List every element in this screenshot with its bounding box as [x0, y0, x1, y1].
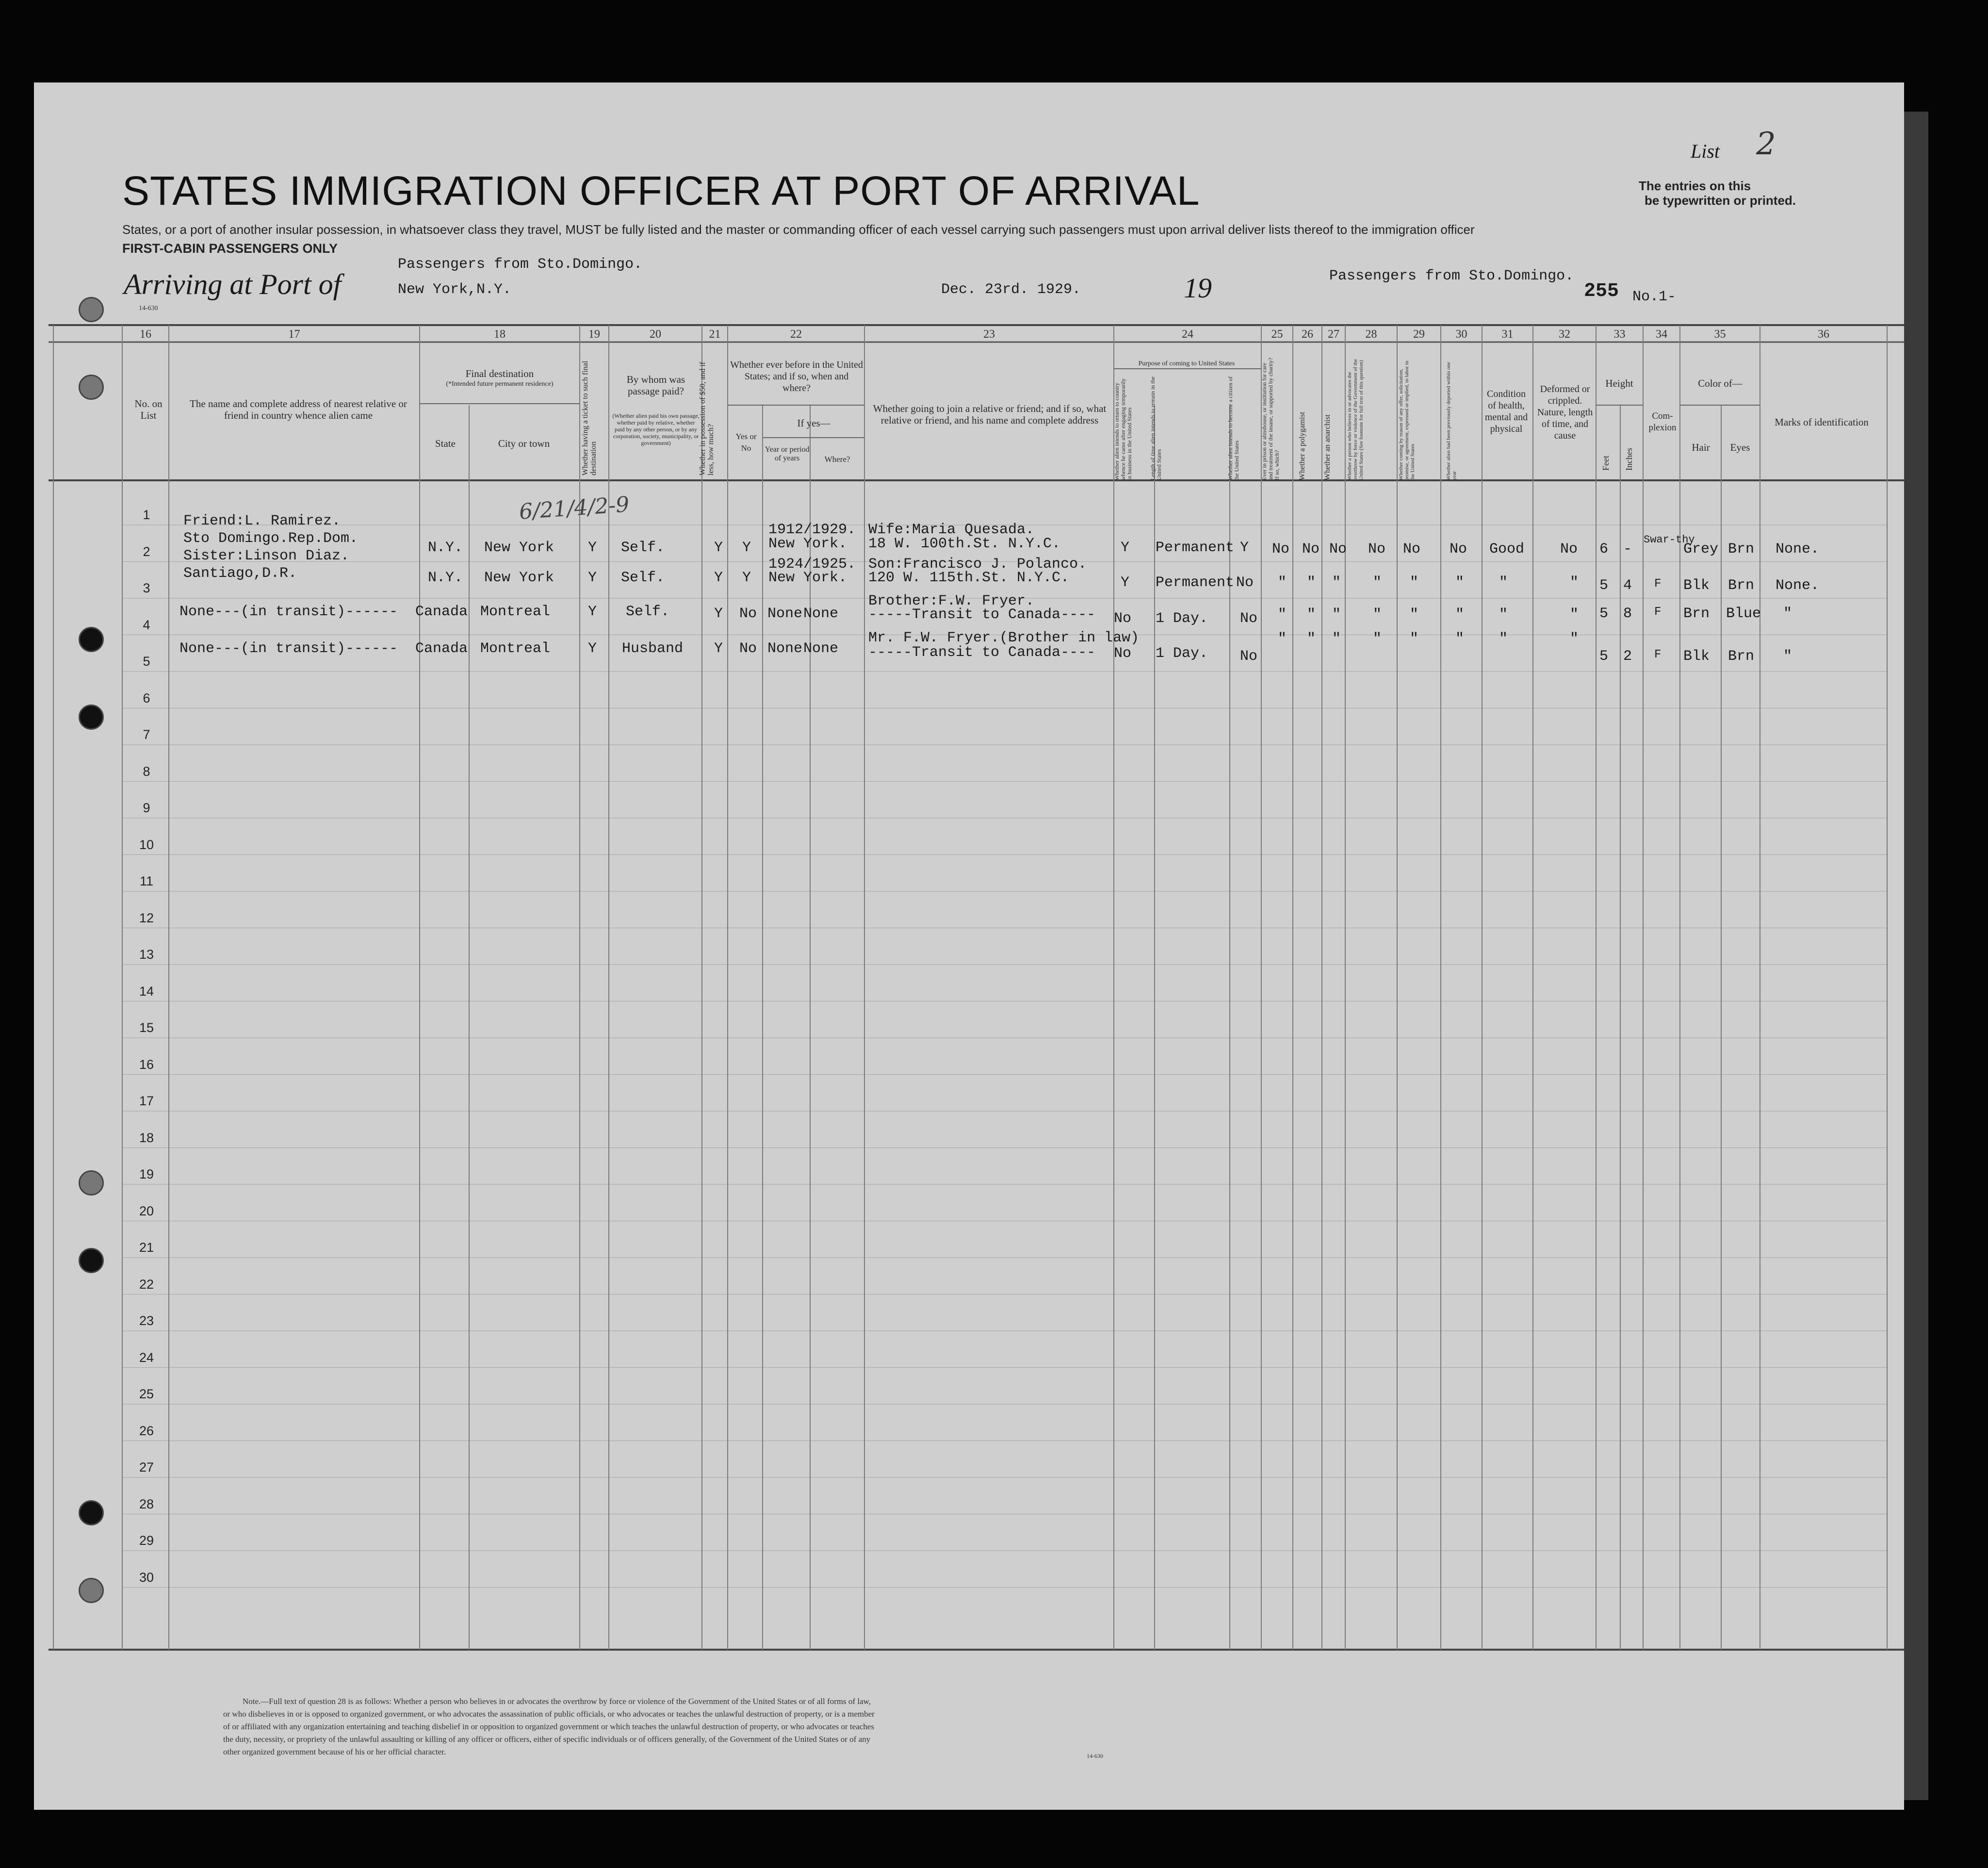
footnote-line-5: other organized government because of his or her official character. [223, 1747, 446, 1756]
anarchist-cell: No [1329, 541, 1347, 557]
eyes-cell: Brn [1728, 648, 1755, 665]
row-number: 17 [139, 1094, 154, 1108]
state-cell: Canada [415, 640, 468, 657]
prison-cell: No [1272, 541, 1290, 557]
head-height: Height [1605, 377, 1633, 389]
column-number: 32 [1559, 328, 1570, 341]
q29-cell: " [1410, 574, 1419, 591]
deformed-cell: " [1570, 574, 1579, 591]
column-number: 28 [1365, 328, 1377, 341]
head-feet: Feet [1601, 456, 1611, 471]
footnote-line-4: the duty, necessity, or propriety of the unlawful assaulting or killing of any officer or officers, either of specific individuals or of officers generally, of the Government of the United States or of any [223, 1735, 871, 1744]
condition-cell: " [1499, 574, 1508, 591]
state-cell: N.Y. [428, 540, 463, 556]
list-number: 255 [1584, 280, 1619, 302]
purpose-c-cell: No [1240, 648, 1258, 665]
marks-cell: None. [1776, 577, 1820, 594]
years-cell: None [767, 640, 803, 657]
q29-cell: " [1410, 631, 1419, 647]
years-cell: 1912/1929. [768, 522, 856, 538]
city-cell: Montreal [480, 604, 551, 620]
ticket-cell: Y [588, 604, 597, 620]
relative-line-2: Santiago,D.R. [183, 565, 297, 582]
possession-cell: Y [714, 606, 723, 622]
row-number: 26 [139, 1423, 154, 1438]
feet-cell: 5 [1599, 606, 1609, 622]
column-number: 29 [1413, 328, 1425, 341]
head-marks: Marks of identification [1775, 416, 1869, 428]
head-if-yes: If yes— [797, 417, 831, 429]
relative-line-1: None---(in transit)------ [179, 604, 398, 620]
prison-cell: " [1278, 574, 1287, 591]
inches-cell: - [1623, 541, 1632, 557]
table-grid [34, 82, 1904, 1810]
head-no-on-list: No. on List [134, 398, 163, 421]
row-number: 28 [139, 1496, 154, 1511]
row-number: 7 [143, 727, 150, 742]
punch-hole-icon [79, 627, 104, 652]
joining-line-2: -----Transit to Canada---- [868, 606, 1096, 623]
row-number: 9 [143, 801, 150, 815]
q30-cell: " [1455, 606, 1465, 623]
purpose-b-cell: 1 Day. [1156, 610, 1208, 627]
head-deformed: Deformed or crippled. Nature, length of time, and cause [1537, 384, 1593, 441]
joining-line-2: 120 W. 115th.St. N.Y.C. [868, 570, 1070, 586]
head-purpose: Purpose of coming to United States [1138, 360, 1235, 367]
paid-by-cell: Self. [621, 570, 665, 586]
relative-line-1: Friend:L. Ramirez. [183, 513, 341, 529]
row-number: 19 [139, 1167, 154, 1181]
first-cabin-label: FIRST-CABIN PASSENGERS ONLY [122, 241, 338, 256]
purpose-a-cell: No [1114, 610, 1132, 627]
anarchist-cell: " [1332, 574, 1341, 591]
column-number: 33 [1613, 328, 1626, 341]
hair-cell: Blk [1683, 648, 1710, 665]
joining-line-1: Mr. F.W. Fryer.(Brother in law) [868, 630, 1140, 646]
q28-cell: No [1368, 541, 1386, 557]
joining-line-2: 18 W. 100th.St. N.Y.C. [868, 536, 1061, 552]
purpose-b-cell: Permanent [1156, 540, 1235, 556]
relative-line-1: None---(in transit)------ [179, 640, 398, 657]
row-number: 21 [139, 1240, 154, 1255]
row-number: 14 [139, 983, 154, 999]
column-number: 30 [1455, 328, 1467, 341]
ticket-cell: Y [588, 570, 597, 586]
column-number: 17 [288, 328, 300, 341]
purpose-c-cell: No [1236, 574, 1254, 591]
page-edge [1904, 112, 1928, 1800]
head-purpose-c: Whether alien intends to become a citizen of the United States [1227, 376, 1240, 480]
polygamist-cell: " [1307, 606, 1316, 623]
polygamist-cell: No [1302, 541, 1320, 557]
joining-line-1: Son:Francisco J. Polanco. [868, 556, 1087, 573]
anarchist-cell: " [1332, 631, 1341, 647]
marks-cell: " [1783, 606, 1792, 622]
city-cell: Montreal [480, 640, 551, 657]
eyes-cell: Blue [1726, 606, 1761, 622]
punch-hole-icon [79, 1578, 104, 1603]
condition-cell: Good [1489, 541, 1525, 557]
q30-cell: " [1455, 631, 1465, 647]
q28-cell: " [1373, 574, 1382, 591]
eyes-cell: Brn [1728, 577, 1755, 594]
column-number: 16 [140, 328, 151, 341]
head-intended-residence: (*Intended future permanent residence) [446, 380, 554, 388]
city-cell: New York [484, 570, 554, 586]
years-cell: 1924/1925. [768, 556, 856, 573]
row-number: 20 [139, 1203, 154, 1218]
polygamist-cell: " [1307, 631, 1316, 647]
column-number: 20 [650, 328, 661, 341]
row-number: 10 [139, 837, 154, 852]
footnote-form-number: 14-630 [1087, 1753, 1103, 1759]
feet-cell: 5 [1599, 648, 1609, 665]
possession-cell: Y [714, 570, 723, 586]
paid-by-cell: Self. [626, 604, 670, 620]
head-q28: Whether a person who believes in or advocates the overthrow by force or violence of the Government of the United States (See footnote for full text of this question) [1347, 359, 1364, 480]
passengers-from: Passengers from Sto.Domingo. [398, 256, 643, 273]
purpose-c-cell: No [1240, 610, 1258, 627]
row-number: 4 [143, 617, 150, 632]
where-cell: None [803, 606, 839, 622]
city-cell: New York [484, 540, 554, 556]
form-number: 14-630 [139, 305, 158, 312]
row-number: 15 [139, 1020, 154, 1035]
row-number: 30 [139, 1570, 154, 1585]
row-number: 3 [143, 581, 150, 595]
arriving-label: Arriving at Port of [124, 268, 342, 300]
hair-cell: Brn [1683, 606, 1710, 622]
joining-line-1: Brother:F.W. Fryer. [868, 593, 1035, 609]
head-joining: Whether going to join a relative or friend; and if so, what relative or friend, and his name and complete address [873, 403, 1107, 426]
head-q29: Whether coming by reason of any offer, solicitation, promise, or agreement, expressed or implied, to labor in the United States [1398, 360, 1416, 480]
head-condition: Condition of health, mental and physical [1484, 389, 1528, 434]
q30-cell: " [1455, 574, 1465, 591]
row-number: 16 [139, 1057, 154, 1072]
deformed-cell: " [1570, 606, 1579, 623]
column-number: 25 [1271, 328, 1283, 341]
head-anarchist: Whether an anarchist [1323, 414, 1332, 480]
deformed-cell: No [1560, 541, 1578, 557]
head-ticket: Whether having a ticket to such final destination [581, 360, 598, 475]
paid-by-cell: Self. [621, 540, 665, 556]
row-number: 18 [139, 1130, 154, 1145]
column-number: 34 [1656, 328, 1667, 341]
punch-hole-icon [79, 705, 104, 730]
before-cell: No [739, 640, 757, 657]
anarchist-cell: " [1332, 606, 1341, 623]
passengers-from-right: Passengers from Sto.Domingo. [1329, 268, 1574, 284]
handwritten-stamp: 6/21/4/2-9 [518, 492, 630, 524]
column-number: 27 [1328, 328, 1339, 341]
row-number: 8 [143, 764, 150, 779]
before-cell: Y [742, 540, 751, 556]
head-by-whom-note: (Whether alien paid his own passage, whether paid by relative, whether paid by any other person, or by any corporation, society, municipality, or government) [612, 412, 700, 446]
row-number: 5 [143, 654, 150, 669]
head-final-destination: Final destination [465, 368, 534, 379]
row-number: 12 [139, 910, 154, 925]
complexion-cell: F [1654, 577, 1662, 590]
column-number: 36 [1818, 328, 1829, 341]
list-label: List [1691, 140, 1720, 162]
complexion-cell: Swar-thy [1644, 534, 1695, 546]
row-number: 13 [139, 947, 154, 962]
feet-cell: 6 [1599, 541, 1609, 557]
head-inches: Inches [1624, 448, 1634, 471]
head-city: City or town [498, 438, 550, 449]
arrival-date: Dec. 23rd. 1929. [941, 281, 1081, 298]
row-number: 27 [139, 1460, 154, 1475]
purpose-a-cell: Y [1121, 540, 1130, 556]
head-q30: Whether alien had been previously deported within one year [1446, 361, 1457, 480]
row-number: 6 [143, 690, 150, 705]
head-nearest-relative: The name and complete address of nearest relative or friend in country whence alien came [190, 398, 407, 421]
head-eyes: Eyes [1730, 442, 1750, 453]
head-prison: Ever in prison or almshouse, or institution for care and treatment of the insane, or supported by charity? If so, which? [1261, 358, 1280, 480]
purpose-b-cell: Permanent [1156, 574, 1235, 591]
prison-cell: " [1278, 631, 1287, 647]
joining-line-2: -----Transit to Canada---- [868, 644, 1096, 661]
complexion-cell: F [1654, 606, 1662, 619]
condition-cell: " [1499, 606, 1508, 623]
footnote-line-2: or who disbelieves in or is opposed to organized government, or who advocates the assassination of public officials, or who advocates or teaches the unlawful destruction of property, or is a member [223, 1709, 875, 1719]
head-yes-no: Yes or No [735, 432, 757, 453]
q28-cell: " [1373, 606, 1382, 623]
page-title: STATES IMMIGRATION OFFICER AT PORT OF ARRIVAL [122, 168, 1200, 213]
eyes-cell: Brn [1728, 541, 1755, 557]
column-number: 23 [983, 328, 995, 341]
hair-cell: Blk [1683, 577, 1710, 594]
punch-hole-icon [79, 1248, 104, 1273]
prison-cell: " [1278, 606, 1287, 623]
relative-line-2: Sto Domingo.Rep.Dom. [183, 530, 358, 547]
q29-cell: " [1410, 606, 1419, 623]
state-cell: N.Y. [428, 570, 463, 586]
column-number: 21 [709, 328, 721, 341]
inches-cell: 2 [1623, 648, 1632, 665]
column-number: 22 [790, 328, 802, 341]
marks-cell: None. [1776, 541, 1820, 557]
inches-cell: 8 [1623, 606, 1632, 622]
q30-cell: No [1450, 541, 1467, 557]
head-complexion: Com-plexion [1648, 411, 1677, 433]
row-number: 24 [139, 1350, 154, 1365]
where-cell: None [803, 640, 839, 657]
row-number: 23 [139, 1313, 154, 1328]
column-number: 35 [1714, 328, 1726, 341]
row-number: 29 [139, 1533, 154, 1548]
head-state: State [435, 438, 456, 449]
head-by-whom: By whom was passage paid? [626, 374, 685, 397]
column-number: 24 [1182, 328, 1193, 341]
deformed-cell: " [1570, 631, 1579, 647]
punch-hole-icon [79, 1500, 104, 1525]
page-subtitle: States, or a port of another insular possession, in whatsoever class they travel, MUST be fully listed and the master or commanding officer of each vessel carrying such passengers must upon arrival deliver lists thereof to the immigration officer [122, 222, 1475, 237]
punch-hole-icon [79, 297, 104, 322]
before-cell: Y [742, 570, 751, 586]
before-cell: No [739, 606, 757, 622]
relative-line-1: Sister:Linson Diaz. [183, 548, 350, 564]
possession-cell: Y [714, 640, 723, 657]
head-where: Where? [824, 455, 850, 464]
q28-cell: " [1373, 631, 1382, 647]
list-number-suffix: No.1- [1632, 289, 1677, 305]
head-hair: Hair [1692, 442, 1710, 453]
polygamist-cell: " [1307, 574, 1316, 591]
column-number: 18 [494, 328, 505, 341]
manifest-sheet [34, 82, 1904, 1810]
row-number: 1 [143, 508, 150, 522]
marks-cell: " [1783, 648, 1792, 665]
head-color-of: Color of— [1698, 377, 1743, 389]
footnote-line-1: Note.—Full text of question 28 is as follows: Whether a person who believes in or advocates the overthrow by force or violence of the Government of the United States or of all forms of law, [243, 1697, 871, 1706]
complexion-cell: F [1654, 648, 1662, 661]
head-year-period: Year or period of years [765, 445, 810, 462]
purpose-c-cell: Y [1240, 540, 1249, 556]
possession-cell: Y [714, 540, 723, 556]
row-number: 2 [143, 544, 150, 559]
entries-note-1: The entries on this [1639, 179, 1751, 193]
years-cell: None [767, 606, 803, 622]
purpose-a-cell: No [1114, 645, 1132, 662]
column-number: 31 [1501, 328, 1514, 341]
punch-hole-icon [79, 1170, 104, 1196]
list-handwritten-mark: 2 [1756, 126, 1776, 162]
purpose-a-cell: Y [1121, 574, 1130, 591]
where-cell: New York. [768, 570, 847, 586]
ticket-cell: Y [588, 640, 597, 657]
row-number: 11 [139, 874, 154, 888]
head-purpose-b: Length of time alien intends to remain in the United States [1149, 377, 1162, 480]
head-purpose-a: Whether alien intends to return to country whence he came after engaging temporarily in business in the United States [1113, 378, 1133, 480]
row-number: 25 [139, 1387, 154, 1401]
inches-cell: 4 [1623, 577, 1632, 594]
condition-cell: " [1499, 631, 1508, 647]
head-possession: Whether in possession of $50, and if less, how much? [699, 361, 715, 475]
head-polygamist: Whether a polygamist [1298, 411, 1306, 480]
column-number: 26 [1302, 328, 1313, 341]
column-number: 19 [588, 328, 600, 341]
q29-cell: No [1403, 541, 1421, 557]
purpose-b-cell: 1 Day. [1156, 645, 1208, 662]
row-number: 22 [139, 1277, 154, 1292]
footnote-line-3: of or affiliated with any organization entertaining and teaching disbelief in or opposition to organized government or which teaches the unlawful destruction of property, or who advocates or teaches [223, 1722, 874, 1731]
state-cell: Canada [415, 604, 468, 620]
entries-note-2: be typewritten or printed. [1645, 193, 1796, 208]
port-of-arrival: New York,N.Y. [398, 281, 512, 298]
feet-cell: 5 [1599, 577, 1609, 594]
year-prefix: 19 [1184, 272, 1212, 304]
head-ever-before: Whether ever before in the United States; and if so, when and where? [730, 360, 863, 393]
joining-line-1: Wife:Maria Quesada. [868, 522, 1035, 538]
punch-hole-icon [79, 375, 104, 400]
ticket-cell: Y [588, 540, 597, 556]
hair-cell: Grey [1683, 541, 1719, 557]
where-cell: New York. [768, 536, 847, 552]
paid-by-cell: Husband [622, 640, 684, 657]
